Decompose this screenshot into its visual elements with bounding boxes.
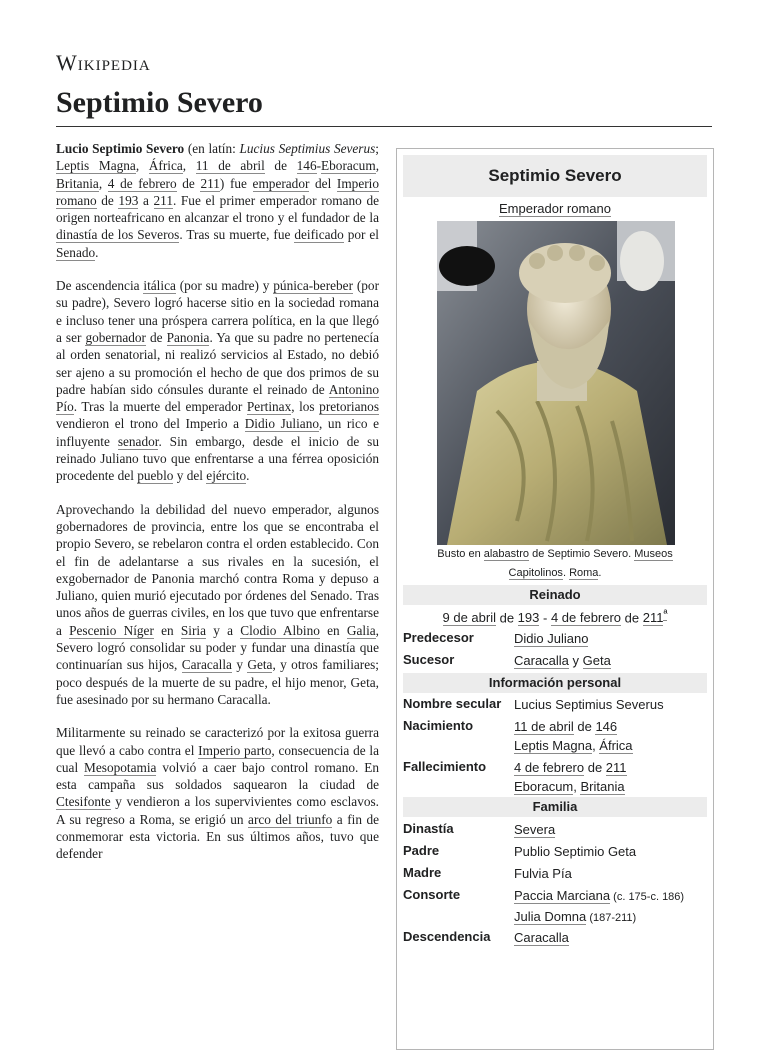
link[interactable]: 211: [605, 760, 627, 775]
text-run: en: [153, 622, 181, 638]
sucesor-label: Sucesor: [403, 652, 455, 667]
descendencia-value: [514, 928, 569, 947]
familia-header: Familia: [403, 797, 707, 817]
link[interactable]: itálica: [143, 278, 176, 294]
link[interactable]: 11 de abril: [514, 719, 574, 734]
wikipedia-wordmark[interactable]: Wikipedia: [56, 50, 151, 75]
text-run: Lucio Septimio Severo: [56, 141, 185, 156]
text-run: volvió a caer bajo control romano. En esta campaña sus soldados saquearon la ciudad de: [56, 759, 379, 793]
text-run: ,: [573, 779, 581, 794]
consorte-value: [514, 886, 684, 928]
link[interactable]: Mesopotamia: [84, 759, 157, 775]
link[interactable]: dinastía de los Severos: [56, 227, 180, 243]
text-run: de: [573, 719, 596, 734]
link[interactable]: 4 de febrero: [550, 610, 622, 626]
text-run: de: [176, 175, 201, 191]
link[interactable]: púnica-bereber: [273, 278, 354, 294]
link[interactable]: Britania: [580, 779, 625, 794]
link[interactable]: Imperio parto: [198, 742, 272, 758]
text-run: ,: [182, 158, 196, 174]
text-run: (187-211): [586, 912, 637, 924]
link[interactable]: Museos Capitolinos: [508, 548, 673, 579]
link[interactable]: África: [599, 738, 633, 753]
text-run: .: [246, 468, 250, 484]
text-run: Aprovechando la debilidad del nuevo emperador, algunos gobernadores de provincia, entre los que se encontraba el propio Severo, se rebelaron contra el orden establecido. Con el fin de adelantarse a sus rivales en la sucesión, el exgobernador de Panonia marchó contra Roma y depuso a Juliano, quien murió ejecutado por órdenes del Senado. Tras unos años de guerras civiles, en los que tuvo que enfrentarse a: [56, 501, 379, 638]
link[interactable]: Caracalla: [181, 657, 232, 673]
text-run: Militarmente su reinado se caracterizó por la exitosa guerra que llevó a cabo contra el: [56, 725, 379, 758]
infobox-subtitle-link[interactable]: Emperador romano: [499, 201, 611, 216]
link[interactable]: Didio Juliano: [514, 631, 589, 646]
text-run: de: [146, 329, 167, 345]
link[interactable]: Siria: [180, 622, 207, 638]
dinastia-value: [514, 820, 555, 839]
text-run: por el: [343, 227, 379, 243]
link[interactable]: 146: [296, 158, 317, 174]
text-run: ,: [592, 738, 600, 753]
link[interactable]: Ctesifonte: [56, 794, 111, 810]
text-run: , los: [291, 399, 320, 415]
text-run: ) fue: [219, 175, 253, 191]
link[interactable]: Geta: [582, 653, 611, 668]
page-title: Septimio Severo: [56, 86, 263, 119]
link[interactable]: Eboracum: [514, 779, 574, 794]
link[interactable]: Pertinax: [246, 399, 292, 415]
paragraph-military: [56, 724, 379, 862]
fallecimiento-value: [514, 758, 627, 796]
link[interactable]: Clodio Albino: [240, 622, 320, 638]
predecesor-value: [514, 629, 588, 648]
link[interactable]: Julia Domna: [514, 909, 587, 924]
image-caption: [417, 545, 693, 583]
text-run: de: [495, 610, 518, 626]
bust-image[interactable]: [437, 221, 675, 545]
link[interactable]: senador: [117, 433, 159, 449]
text-run: ;: [375, 141, 379, 156]
link[interactable]: Paccia Marciana: [514, 888, 611, 903]
text-run: , Severo logró consolidar su poder y fundar una dinastía que continuarían sus hijos,: [56, 622, 379, 673]
link[interactable]: 11 de abril: [195, 158, 265, 174]
text-run: y del: [173, 468, 207, 484]
title-divider: [56, 126, 712, 127]
text-run: y a: [206, 622, 241, 638]
text-run: (c. 175-c. 186): [610, 891, 685, 903]
madre-value: [514, 864, 572, 883]
nombre-label: Nombre secular: [403, 696, 502, 711]
link[interactable]: Roma: [569, 567, 599, 579]
text-run: de: [621, 610, 643, 626]
link[interactable]: Didio Juliano: [244, 416, 319, 432]
link[interactable]: Severa: [514, 822, 556, 837]
paragraph-intro: [56, 140, 379, 261]
text-run: -: [539, 610, 551, 626]
link[interactable]: 193: [118, 192, 139, 208]
link[interactable]: ª: [663, 608, 668, 620]
text-run: . Fue el primer emperador romano de origen norteafricano en alcanzar el trono y el fundador de la: [56, 192, 379, 226]
text-run: a: [138, 192, 154, 208]
infobox-title: Septimio Severo: [403, 155, 707, 197]
link[interactable]: 211: [153, 192, 173, 208]
text-run: ,: [135, 158, 149, 174]
text-run: .: [562, 567, 570, 579]
link[interactable]: 146: [595, 719, 618, 734]
text-run: Fulvia Pía: [514, 866, 572, 881]
text-run: Lucius Septimius Severus: [514, 697, 664, 712]
text-run: . Sin embargo, desde el inicio de su reinado Juliano tuvo que enfrentarse a una férrea oposición procedente del: [56, 433, 380, 484]
text-run: Publio Septimio Geta: [514, 844, 637, 859]
text-run: en: [319, 622, 347, 638]
text-run: de: [584, 760, 606, 775]
bust-illustration: [437, 221, 675, 545]
text-run: . Ya que su padre no pertenecía al orden senatorial, ni realizó servicios al Estado, no debió ser ajeno a su promoción el hecho de que dos primos de su padre habían sido cónsules durante el reinado de: [56, 329, 379, 397]
text-run: y vendieron a los supervivientes como esclavos. A su regreso a Roma, se erigió un: [56, 794, 379, 827]
link[interactable]: Leptis Magna: [514, 738, 593, 753]
text-run: y: [568, 653, 583, 668]
text-run: de: [264, 158, 297, 174]
link[interactable]: emperador: [252, 175, 310, 191]
link[interactable]: 211: [200, 175, 220, 191]
text-run: . Tras la muerte del emperador: [73, 399, 247, 415]
link[interactable]: África: [148, 158, 183, 174]
article-body: [56, 140, 379, 879]
text-run: a fin de conmemorar esta victoria. En sus últimos años, tuvo que defender: [56, 811, 379, 862]
text-run: -: [316, 158, 322, 174]
descendencia-label: Descendencia: [403, 929, 491, 944]
text-run: del: [309, 175, 337, 191]
link[interactable]: Leptis Magna: [56, 158, 136, 174]
link[interactable]: gobernador: [85, 329, 146, 345]
nacimiento-label: Nacimiento: [403, 718, 474, 733]
infobox: [396, 148, 714, 1050]
nombre-value: [514, 695, 664, 714]
link[interactable]: Panonia: [166, 329, 210, 345]
text-run: .: [598, 567, 602, 579]
reinado-header: Reinado: [403, 585, 707, 605]
text-run: (en latín:: [184, 141, 240, 156]
text-run: .: [95, 244, 99, 260]
link[interactable]: Caracalla: [514, 653, 569, 668]
text-run: de Septimio Severo.: [529, 548, 635, 560]
text-run: De ascendencia: [56, 278, 144, 294]
link[interactable]: 4 de febrero: [514, 760, 585, 775]
text-run: (por su padre), Severo logró hacerse sitio en la sociedad romana e incluso tener una próspera carrera política, en la que llegó a ser: [56, 278, 379, 345]
text-run: y: [231, 657, 248, 673]
link[interactable]: 211: [642, 610, 664, 626]
link[interactable]: 193: [517, 610, 540, 626]
personal-header: Información personal: [403, 673, 707, 693]
text-run: , un rico e influyente: [56, 416, 380, 449]
link[interactable]: ejército: [206, 468, 247, 484]
padre-label: Padre: [403, 843, 440, 858]
dinastia-label: Dinastía: [403, 821, 454, 836]
text-run: , y otros familiares; poco después de la muerte de su padre, el hijo menor, Geta, fue asesinado por su hermano Caracalla.: [56, 657, 379, 707]
sucesor-value: [514, 651, 611, 670]
link[interactable]: 9 de abril: [442, 610, 496, 626]
text-run: ,: [98, 175, 108, 191]
paragraph-origins: [56, 277, 379, 485]
predecesor-label: Predecesor: [403, 630, 474, 645]
link[interactable]: pueblo: [137, 468, 174, 484]
text-run: (por su madre) y: [175, 278, 274, 294]
link[interactable]: Pescenio Níger: [69, 622, 154, 638]
text-run: Busto en: [437, 548, 484, 560]
text-run: vendieron el trono del Imperio a: [56, 416, 245, 432]
link[interactable]: Senado: [56, 244, 96, 260]
link[interactable]: Caracalla: [514, 930, 569, 945]
link[interactable]: Galia: [346, 622, 376, 638]
link[interactable]: pretorianos: [319, 399, 379, 415]
text-run: ,: [375, 158, 380, 174]
padre-value: [514, 842, 636, 861]
link[interactable]: arco del triunfo: [248, 811, 333, 827]
link[interactable]: Imperio romano: [56, 175, 379, 208]
link[interactable]: deificado: [294, 227, 344, 243]
link[interactable]: Eboracum: [321, 158, 376, 174]
consorte-label: Consorte: [403, 887, 461, 902]
link[interactable]: Geta: [247, 657, 273, 673]
paragraph-civil-war: [56, 501, 379, 709]
text-run: de: [96, 192, 119, 208]
nacimiento-value: [514, 717, 633, 755]
link[interactable]: alabastro: [483, 548, 530, 560]
fallecimiento-label: Fallecimiento: [403, 759, 487, 774]
link[interactable]: Britania: [56, 175, 99, 191]
madre-label: Madre: [403, 865, 442, 880]
text-run: . Tras su muerte, fue: [179, 227, 295, 243]
text-run: Lucius Septimius Severus: [239, 141, 376, 156]
reinado-dates: [397, 608, 713, 625]
text-run: , consecuencia de la cual: [56, 742, 379, 775]
link[interactable]: Antonino Pío: [56, 381, 379, 415]
link[interactable]: 4 de febrero: [107, 175, 177, 191]
